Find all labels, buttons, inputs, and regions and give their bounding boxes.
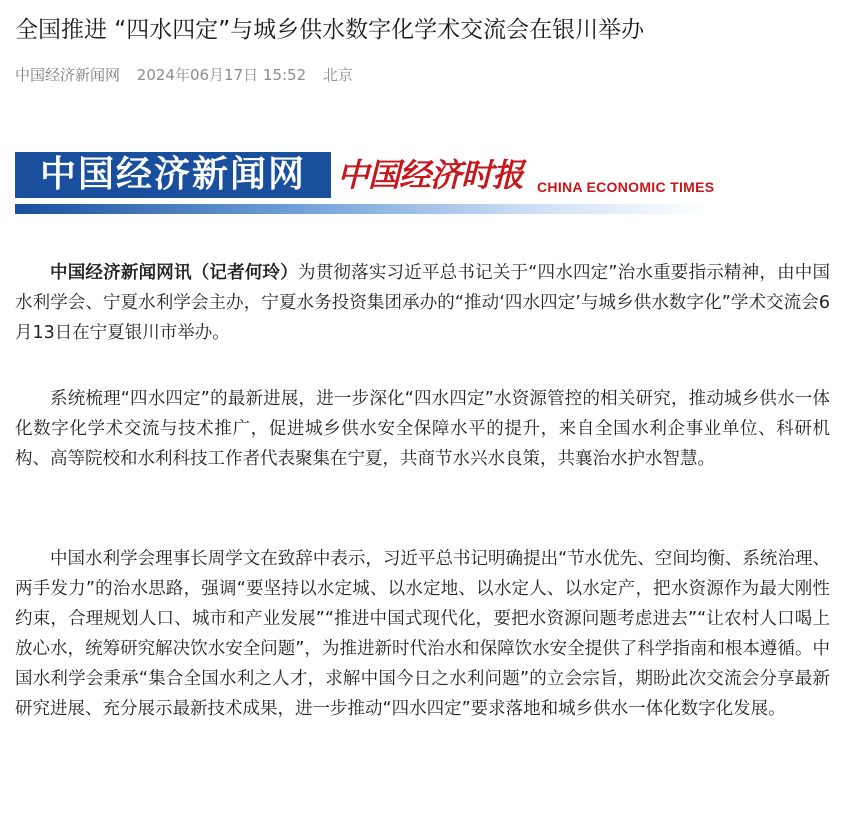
paragraph-lead-byline: 中国经济新闻网讯（记者何玲） bbox=[50, 263, 298, 283]
paragraph-2: 系统梳理“四水四定”的最新进展，进一步深化“四水四定”水资源管控的相关研究，推动城乡供水一体化数字化学术交流与技术推广，促进城乡供水安全保障水平的提升，来自全国水利企事业单位、科研机构、高等院校和水利科技工作者代表聚集在宁夏，共商节水兴水良策，共襄治水护水智慧。 bbox=[15, 389, 830, 469]
masthead-banner-image bbox=[15, 150, 715, 218]
paragraph-1 bbox=[15, 258, 830, 348]
banner-gradient-bar bbox=[15, 204, 710, 214]
banner-english-name: CHINA ECONOMIC TIMES bbox=[537, 179, 715, 195]
paragraph-1-text: 为贯彻落实习近平总书记关于“四水四定”治水重要指示精神，由中国水利学会、宁夏水利学会主办，宁夏水务投资集团承办的“推动‘四水四定’与城乡供水数字化”学术交流会6月13日在宁夏银川市举办。 bbox=[15, 263, 830, 343]
article-title: 全国推进 “四水四定”与城乡供水数字化学术交流会在银川举办 bbox=[15, 17, 645, 43]
publish-datetime: 2024年06月17日 15:52 bbox=[136, 66, 307, 84]
banner-newspaper-logo: 中国经济时报 bbox=[337, 156, 524, 194]
banner-site-logo: 中国经济新闻网 bbox=[15, 152, 331, 198]
paragraph-3: 中国水利学会理事长周学文在致辞中表示，习近平总书记明确提出“节水优先、空间均衡、系统治理、两手发力”的治水思路，强调“要坚持以水定城、以水定地、以水定人、以水定产，把水资源作为最大刚性约束，合理规划人口、城市和产业发展”“推进中国式现代化，要把水资源问题考虑进去”“让农村人口喝上放心水，统筹研究解决饮水安全问题”，为推进新时代治水和保障饮水安全提供了科学指南和根本遵循。中国水利学会秉承“集合全国水利之人才，求解中国今日之水利问题”的立会宗旨，期盼此次交流会分享最新研究进展、充分展示最新技术成果，进一步推动“四水四定”要求落地和城乡供水一体化数字化发展。 bbox=[15, 549, 830, 719]
article-meta bbox=[15, 64, 365, 86]
source-link[interactable]: 中国经济新闻网 bbox=[15, 66, 121, 84]
publish-location: 北京 bbox=[322, 66, 353, 84]
